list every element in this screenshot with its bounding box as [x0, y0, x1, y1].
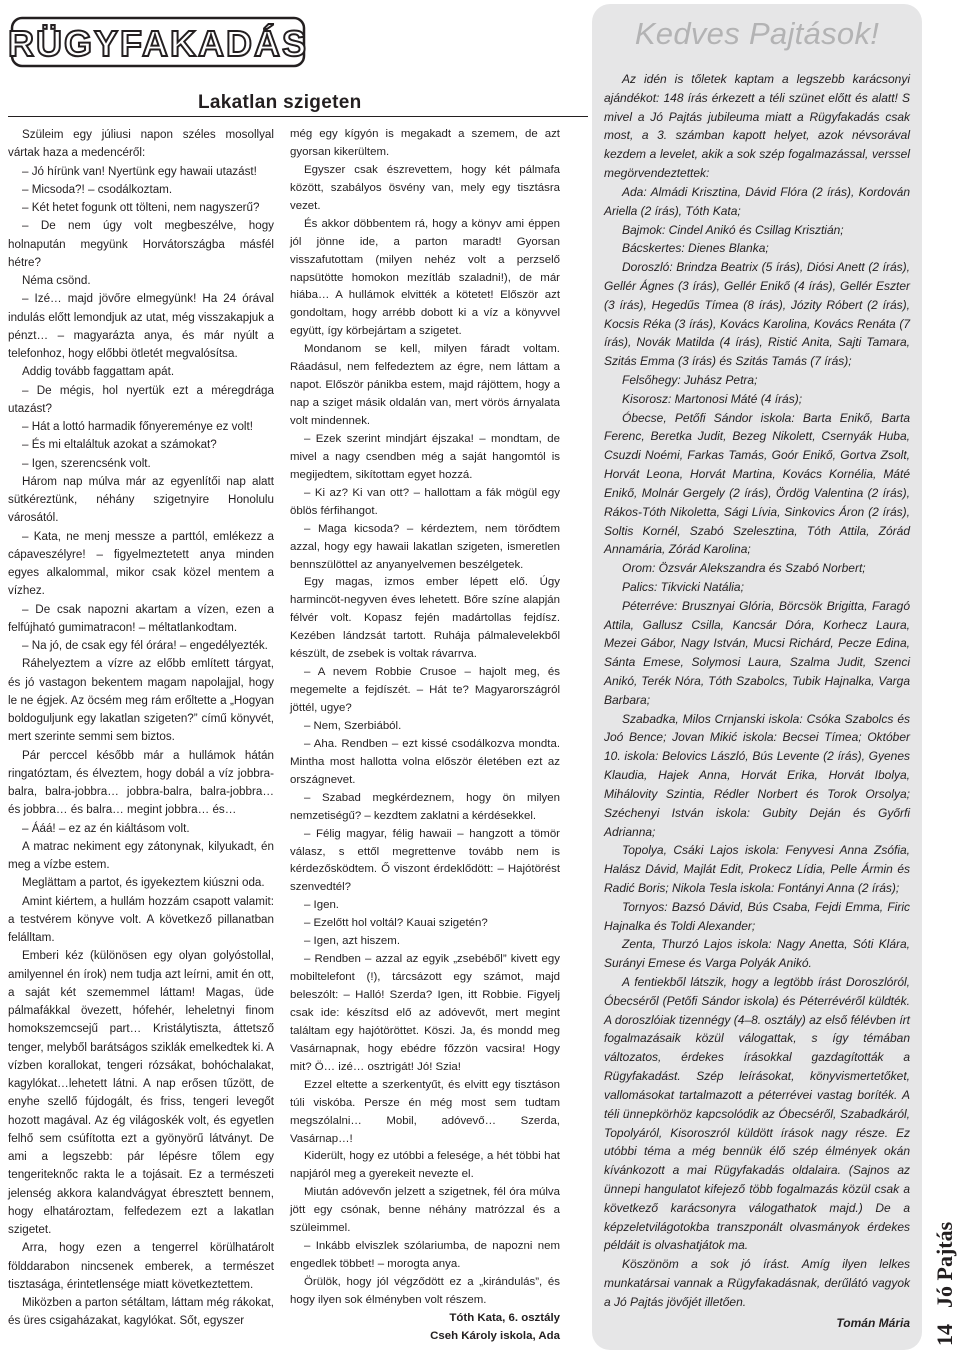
page-number: 14: [932, 1324, 957, 1346]
sidebar-body: [604, 70, 910, 1332]
paragraph: – Igen, szerencsénk volt.: [22, 456, 151, 470]
paragraph: – Aha. Rendben – ezt kissé csodálkozva mondta. Mintha most hallotta volna először életében ezt az országnevet.: [290, 737, 560, 786]
author-name: Tóth Kata, 6. osztály: [449, 1311, 560, 1324]
sidebar-paragraph: Kisorosz: Martonosi Máté (4 írás);: [622, 391, 803, 406]
sidebar-paragraph: Köszönöm a sok jó írást. Amíg ilyen lelkes munkatársai vannak a Rügyfakadásnak, derűlátó vagyok a Jó Pajtás jövőjét illetően.: [604, 1257, 910, 1309]
article-column-2: [290, 126, 560, 1346]
paragraph: – Jó hírünk van! Nyertünk egy hawaii utazást!: [22, 164, 257, 178]
sidebar-paragraph: Szabadka, Milos Crnjanski iskola: Csóka Szabolcs és Joó Bence; Jovan Mikić iskola: Becsei Tímea; Október 10. iskola: Belovics László, Bús Levente (2 írás), Gyenes Klaudia, Hajek Anna, Horvát Erika, Horvát Ibolya, Mihálovity Szintia, Rédler Norbert és Torok Orsolya; Széchenyi István iskola: Gubity Deján és Győrfi Adrianna;: [604, 711, 910, 839]
paragraph: – Maga kicsoda? – kérdeztem, nem törődtem azzal, hogy egy hawaii lakatlan szigeten, ismeretlen bennszülöttel az anyanyelvemen beszélgetek.: [290, 522, 560, 571]
sidebar-paragraph: Az idén is tőletek kaptam a legszebb karácsonyi ajándékot: 148 írás érkezett a téli szünet előtt és alatt! S mivel a Jó Pajtás jubileuma miatt a Rügyfakadás csak most, a 3. számban kapott helyet, azok névsorával kezdem a levelet, akik a sok szép fogalmazással, verssel megörvendeztettek:: [604, 72, 910, 181]
paragraph: – De csak napozni akartam a vízen, ezen a felfújható gumimatracon! – méltatlankodtam.: [8, 602, 274, 634]
sidebar-paragraph: A fentiekből látszik, hogy a legtöbb írást Doroszlóról, Óbecséről (Petőfi Sándor iskola) és Péterrévéről küldték. A doroszlóiak tizennégy (4–8. osztály) az első félévben írt fogalmazásaik közül válogattak, s így témában változatos, érdekes írásokkal gazdagították a Rügyfakadást. Szép leírásokat, könyvismertetőket, vallomásokat tartalmazott a péterrévei vastag boríték. A téli ünnepkörhöz kapcsolódik az Óbecséről, Szabadkáról, Topolyáról, Kisoroszról küldött írások nagy része. Ez utóbbi téma a még bennük élő szép élmények okán kívánkozott a mai Rügyfakadás oldalaira. (Sajnos az ünnepi hangulatot kifejező több fogalmazás közül csak a következő karácsonyra válogathatok majd.) De a képzeletvilágotokba transzponált olvasmányok érdekes példáit is olvashatjátok ma.: [604, 975, 910, 1253]
paragraph: – Hát a lottó harmadik főnyereménye ez volt!: [22, 420, 253, 433]
logo-graphic: [8, 10, 308, 74]
paragraph: Néma csönd.: [22, 274, 91, 287]
paragraph: Addig tovább faggattam apát.: [22, 365, 175, 379]
paragraph: Szüleim egy júliusi napon széles mosollyal vártak haza a medencéről:: [8, 128, 274, 160]
paragraph: – Igen, azt hiszem.: [304, 935, 400, 948]
paragraph: – Nem, Szerbiából.: [304, 719, 402, 732]
masthead-logo: [8, 10, 308, 74]
paragraph: – Na jó, de csak egy fél órára! – engedélyezték.: [22, 639, 268, 652]
sidebar-paragraph: Péterréve: Brusznyai Glória, Börcsök Brigitta, Faragó Attila, Gallusz Csilla, Kancsár Dóra, Korhecz Laura, Mezei Gábor, Nagy István, Mucsi Richárd, Pecze Edina, Sánta Emese, Solymosi Laura, Szalma Judit, Szenci Anikó, Terék Nóra, Tóth Szabolcs, Tubik Hajnalka, Varga Barbara;: [604, 598, 910, 707]
sidebar-paragraph: Bajmok: Cindel Anikó és Csillag Krisztián;: [622, 222, 844, 237]
paragraph: Arra, hogy ezen a tengerrel körülhatárolt földdarabon nincsenek emberek, a természet tisztasága, érintetlensége miatt következtettem.: [8, 1241, 274, 1291]
article-title: Lakatlan szigeten: [198, 92, 362, 113]
paragraph: Miután adóvevőn jelzett a szigetnek, fél óra múlva jött egy csónak, benne néhány matrózzal és a szüleimmel.: [290, 1186, 560, 1235]
paragraph: Mondanom se kell, milyen fáradt voltam. Ráadásul, nem felfedeztem az égre, nem láttam a napot. Először pánikba estem, majd rájöttem, hogy a nap a sziget másik oldalán van, mert vörös árnyalata volt mindennek.: [290, 343, 560, 427]
sidebar-paragraph: Palics: Tikvicki Natália;: [622, 579, 744, 594]
paragraph: És akkor döbbentem rá, hogy a könyv ami éppen jól jönne ide, a parton maradt! Gyorsan visszafutottam (milyen nehéz volt a perzselő napsütötte homokon mezítláb szaladni!), de már hiába… A hullámok elvitték a kötetet! Először azt gondoltam, hogy arrébb dobott ki a víz a könyvvel együtt, így körbejártam a szigetet.: [290, 217, 560, 338]
paragraph: – És mi eltaláltuk azokat a számokat?: [22, 438, 217, 452]
sidebar-paragraph: Tornyos: Bazsó Dávid, Bús Csaba, Fejdi Emma, Firic Hajnalka és Toldi Alexander;: [604, 899, 910, 933]
paragraph: még egy kígyón is megakadt a szemem, de azt gyorsan kikerültem.: [290, 128, 560, 158]
paragraph: Örülök, hogy jól végződött ez a „kirándulás”, és hogy ilyen sok élményben volt részem.: [290, 1276, 560, 1306]
sidebar-paragraph: Óbecse, Petőfi Sándor iskola: Barta Enikő, Barta Ferenc, Beretka Judit, Bezeg Nikolett, Csernyák Huba, Csuzdi Noémi, Farkas Tamás, Goór Enikő, Gortva Zsolt, Horvát Leona, Horvát Martina, Kovács Kornélia, Máté Enikő, Molnár Gergely (2 írás), Ördög Valentina (2 írás), Rákos-Tóth Nikoletta, Sági Lívia, Sinkovics Áron (2 írás), Soltis Kornél, Szabó Szelesztina, Tóth Attila, Zórád Annamária, Zórád Karolina;: [604, 410, 910, 557]
logo-text: RÜGYFAKADÁS: [8, 23, 308, 64]
paragraph: – Ezek szerint mindjárt éjszaka! – mondtam, de mivel a nagy csendben még a saját hangomtól is megijedtem, sikítottam egyet hozzá.: [290, 432, 560, 481]
sidebar-signature: Tomán Mária: [836, 1315, 910, 1330]
sidebar-paragraph: Doroszló: Brindza Beatrix (5 írás), Diósi Anett (2 írás), Gellér Ágnes (3 írás), Gellér Enikő (4 írás), Gellér Eszter (3 írás), Hegedűs Tímea (8 írás), Józity Róbert (2 írás), Kocsis Réka (3 írás), Kovács Karolina, Kovács Renáta (7 írás), Novák Matilda (4 írás), Ristić Anita, Sajti Tamara, Szitás Emma (3 írás) és Szitás Tamás (7 írás);: [604, 260, 910, 369]
paragraph: Egyszer csak észrevettem, hogy két pálmafa között, szabályos ösvény van, mely egy tisztásra vezet.: [290, 163, 560, 212]
paragraph: Egy magas, izmos ember lépett elő. Úgy harmincöt-negyven éves lehetett. Bőre színe alapján félvér volt. Kopasz fején madártollas fejdísz. Kezében lándzsát tartott. Ruhája pálmalevelekből készült, de zsebek is voltak rávarrva.: [290, 576, 560, 661]
paragraph: Emberi kéz (különösen egy olyan golyóstollal, amilyennel én írok) nem tudja azt leírni, amit én ott, a saját két szememmel láttam! Magas, üde pálmafákkal övezett, hófehér, leheletnyi finom homokszemcsejű part… Kristálytiszta, áttetsző tenger, melyből barátságos sziklák emelkedtek ki. A vízben korallokat, tengeri rózsákat, bohóchalakat, kagylókat…lehetett látni. A nap erősen tűzött, de enyhe szellő fújdogált, és friss, tengeri levegőt hozott magával. Az ég világoskék volt, és egyetlen felhő sem csúfította ezt a gyönyörű látványt. De ami a legszebb: pár lépésre tőlem egy tengeriteknőc rakta le a tojásait. Ez a természeti jelenség akkora kalandvágyat ébresztett bennem, hogy elhatároztam, felfedezem ezt a lakatlan szigetet.: [8, 949, 274, 1236]
title-divider: [8, 116, 588, 117]
sidebar-paragraph: Orom: Özsvár Alekszandra és Szabó Norbert;: [622, 561, 866, 576]
article-column-1: [8, 126, 274, 1331]
paragraph: – De nem úgy volt megbeszélve, hogy holnapután megyünk Horvátországba másfél hétre?: [8, 219, 274, 269]
sidebar-paragraph: Topolya, Csáki Lajos iskola: Fenyvesi Anna Zsófia, Halász Dávid, Majlát Edit, Prokecz Lídia, Pelle Ármin és Radić Boris; Nikola Tesla iskola: Fontányi Anna (2 írás);: [604, 843, 910, 895]
sidebar-paragraph: Felsőhegy: Juhász Petra;: [622, 373, 758, 387]
paragraph: A matrac nekiment egy zátonynak, kilyukadt, én meg a vízbe estem.: [8, 839, 274, 871]
paragraph: – Igen.: [304, 899, 339, 912]
sidebar-title: Kedves Pajtások!: [634, 16, 880, 51]
paragraph: Pár perccel később már a hullámok hátán ringatóztam, és élveztem, hogy dobál a víz jobbra-balra, balra-jobbra… jobbra-balra, balra-jobbra… és jobbra… és balra… megint jobbra… és…: [8, 748, 274, 817]
paragraph: Amint kiértem, a hullám hozzám csapott valamit: a testvérem könyve volt. A következő pillanatban felálltam.: [8, 894, 274, 944]
author-school: Cseh Károly iskola, Ada: [430, 1329, 560, 1342]
paragraph: – Rendben – azzal az egyik „zsebéből” kivett egy mobiltelefont (!), tárcsázott egy számot, majd beleszólt: – Halló! Szerda? Igen, itt Robbie. Figyelj csak ide: készítsd elő az adóvevőt, mert megint találtam egy hajótöröttet. Köszi. Ja, és mondd meg Vasárnapnak, hogy ebédre főzzön vacsira! Hogy mit? Ö… izé… osztrigát! Jó! Szia!: [290, 953, 560, 1073]
paragraph: Három nap múlva már az egyenlítői nap alatt sütkéreztünk, néhány szigetnyire Honolulu városától.: [8, 474, 274, 525]
paragraph: – De mégis, hol nyertük ezt a méregdrága utazást?: [8, 383, 274, 415]
paragraph: Kiderült, hogy ez utóbbi a felesége, a hét többi hat napjáról meg a gyerekeit nevezte el.: [290, 1150, 560, 1181]
paragraph: Ezzel eltette a szerkentyűt, és elvitt egy tisztáson túli viskóba. Persze én még most sem tudtam megszólalni… Mobil, adóvevő… Szerda, Vasárnap…!: [290, 1078, 560, 1145]
sidebar-paragraph: Bácskertes: Dienes Blanka;: [622, 241, 769, 256]
paragraph: Miközben a parton sétáltam, láttam még rákokat, és üres csigaházakat, kagylókat. Sőt, egyszer: [8, 1296, 274, 1328]
paragraph: – Ezelőtt hol voltál? Kauai szigetén?: [304, 917, 488, 930]
paragraph: – Ki az? Ki van ott? – hallottam a fák mögül egy öblös férfihangot.: [290, 486, 560, 517]
paragraph: – Félig magyar, félig hawaii – hangzott a tömör válasz, s ettől megrettenve tovább nem is kérdezősködtem. Ő viszont érdeklődött: – Hajótörést szenvedtél?: [290, 827, 560, 894]
paragraph: – Inkább elviszlek szólariumba, de napozni nem engedlek többet! – morogta anya.: [290, 1240, 560, 1271]
paragraph: – Ááá! – ez az én kiáltásom volt.: [22, 821, 190, 835]
magazine-name: Jó Pajtás: [932, 1221, 957, 1308]
page-footer: [924, 1160, 960, 1350]
paragraph: – Két hetet fogunk ott tölteni, nem nagyszerű?: [22, 201, 260, 214]
paragraph: – Micsoda?! – csodálkoztam.: [22, 182, 173, 196]
paragraph: Ráhelyeztem a vízre az előbb említett tárgyat, és jó vastagon bekentem magam napolajjal, hogy le ne égjek. Az öcsém meg rám erőltette a „Hogyan boldoguljunk egy lakatlan szigeten?” című könyvét, mert szerinte semmi sem biztos.: [8, 657, 274, 744]
paragraph: – Kata, ne menj messze a parttól, emlékezz a cápaveszélyre! – figyelmeztetett anya minden egyes alkalommal, mikor csak közel mentem a vízhez.: [8, 529, 274, 598]
paragraph: – A nevem Robbie Crusoe – hajolt meg, és megemelte a fejdíszét. – Hát te? Magyarországról jöttél, ugye?: [290, 666, 560, 714]
editor-letter-box: [592, 4, 922, 1350]
paragraph: – Izé… majd jövőre elmegyünk! Ha 24 órával indulás előtt lemondjuk az utat, még visszakapjuk a pénzt… – magyarázta anya, és már nyúlt a telefonhoz, hogy előbbi ötletét megvalósítsa.: [8, 292, 274, 360]
paragraph: – Szabad megkérdeznem, hogy ön milyen nemzetiségű? – kezdtem zaklatni a kérdésekkel.: [290, 791, 560, 822]
sidebar-paragraph: Ada: Almádi Krisztina, Dávid Flóra (2 írás), Kordován Ariella (2 írás), Tóth Kata;: [604, 184, 910, 218]
paragraph: Meglättam a partot, és igyekeztem kiúszni oda.: [22, 876, 265, 890]
sidebar-paragraph: Zenta, Thurzó Lajos iskola: Nagy Anetta, Sóti Klára, Surányi Emese és Varga Polyák Anikó.: [604, 937, 910, 971]
